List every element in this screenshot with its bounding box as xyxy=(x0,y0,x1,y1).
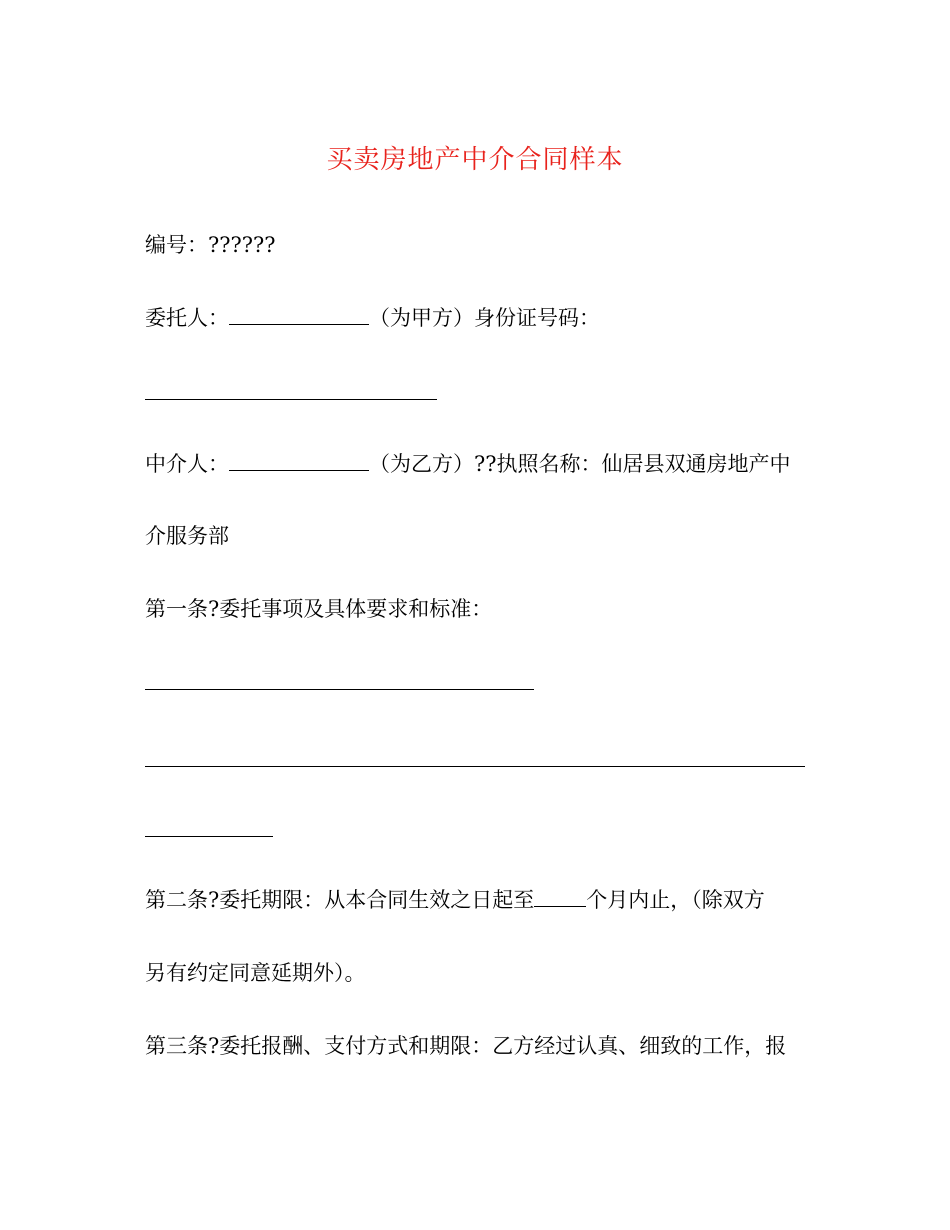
article-2-line xyxy=(145,884,765,916)
agent-license-label: （为乙方）??执照名称：仙居县双通房地产中 xyxy=(369,452,791,476)
article-1-blank-3 xyxy=(145,836,273,837)
client-label: 委托人： xyxy=(145,306,229,330)
agent-line-continuation: 介服务部 xyxy=(145,524,229,548)
agent-line xyxy=(145,448,791,480)
article-1-blank-1 xyxy=(145,689,534,690)
client-line xyxy=(145,302,600,334)
contract-number: 编号：?????? xyxy=(145,233,276,257)
months-blank xyxy=(534,886,586,907)
client-name-blank xyxy=(229,304,369,325)
article-3-line: 第三条?委托报酬、支付方式和期限：乙方经过认真、细致的工作，报 xyxy=(145,1034,787,1058)
agent-name-blank xyxy=(229,450,369,471)
article-1-blank-2 xyxy=(145,766,805,767)
article-2-text: 第二条?委托期限：从本合同生效之日起至 xyxy=(145,888,535,912)
client-id-blank xyxy=(145,399,437,400)
article-2-text-suffix: 个月内止，（除双方 xyxy=(586,888,765,912)
document-title: 买卖房地产中介合同样本 xyxy=(326,145,624,175)
article-2-continuation: 另有约定同意延期外）。 xyxy=(145,961,366,985)
article-1-heading: 第一条?委托事项及具体要求和标准： xyxy=(145,597,493,621)
client-id-label: （为甲方）身份证号码： xyxy=(369,306,600,330)
agent-label: 中介人： xyxy=(145,452,229,476)
